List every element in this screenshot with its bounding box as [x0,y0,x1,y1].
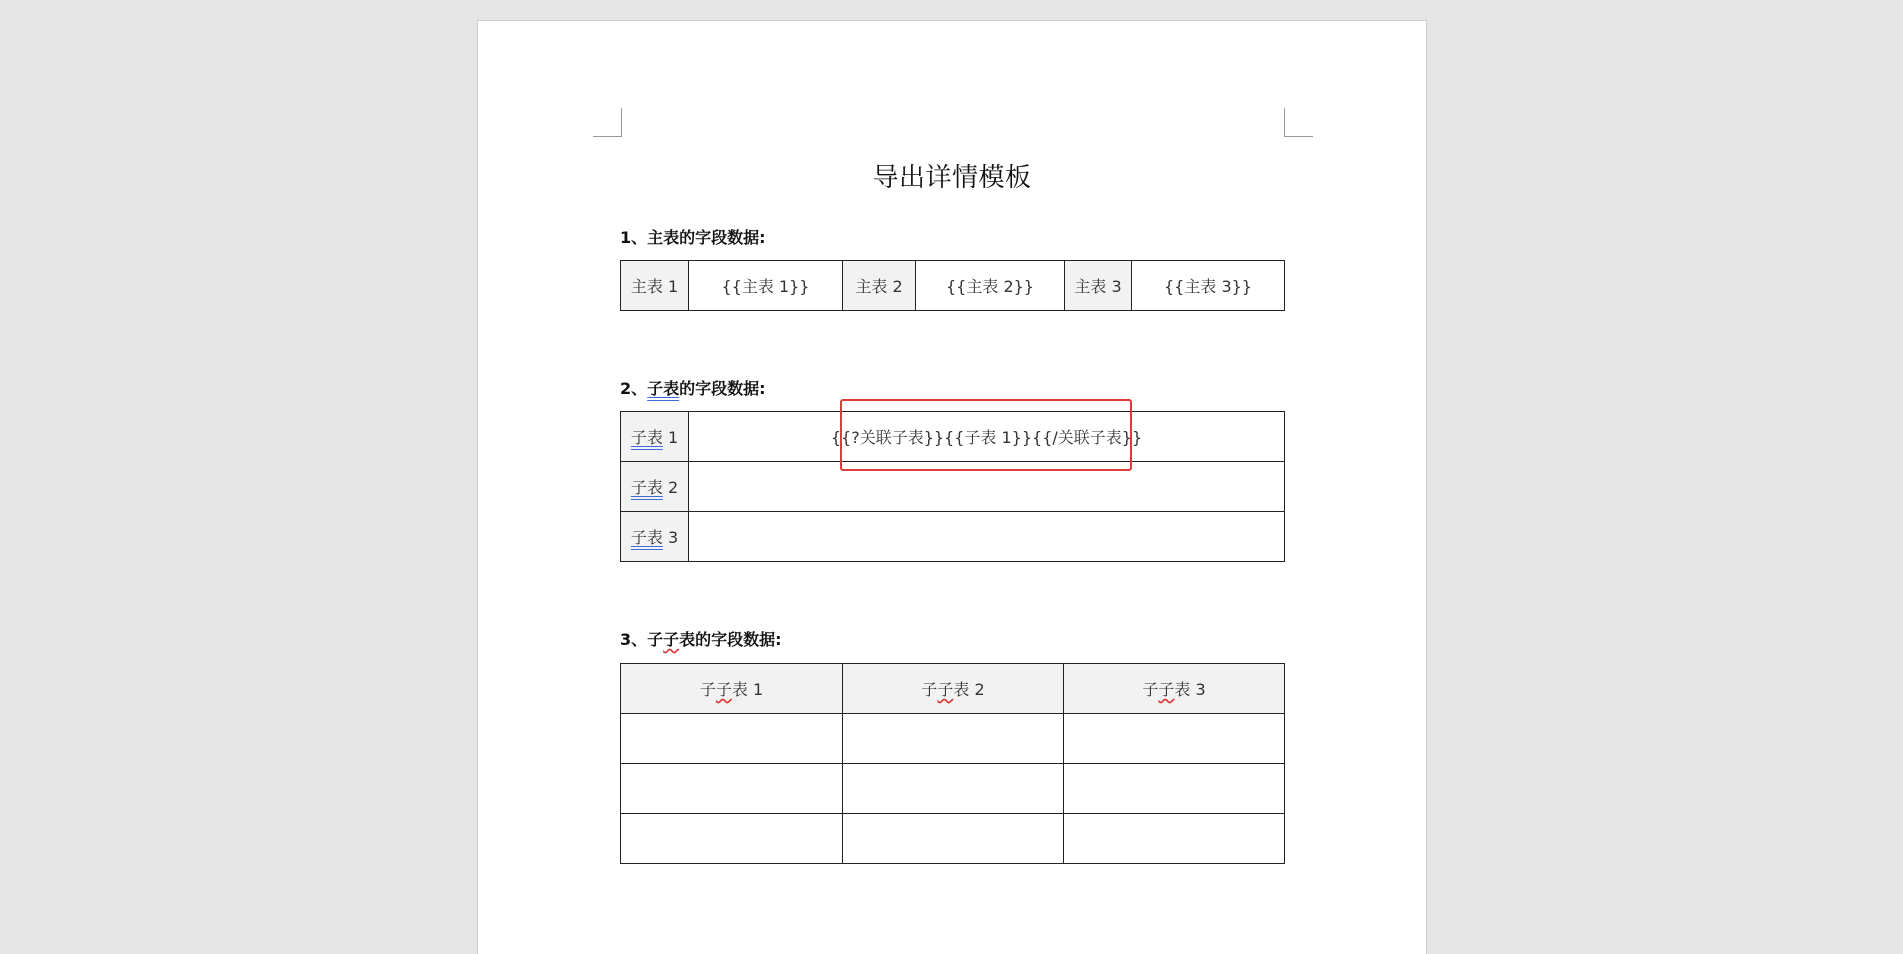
subsub-header-cell-2[interactable] [843,664,1064,714]
section-heading-start: 子 [647,630,664,649]
sub-label-cell-3[interactable] [621,512,689,562]
section-heading-subsub-table[interactable] [620,627,782,650]
document-title[interactable]: 导出详情模板 [872,163,1032,193]
header-underlined: 子 [937,680,954,699]
sub-label-underlined: 子表 [630,478,663,497]
header-start: 子 [1142,680,1159,699]
main-label-cell-2[interactable]: 主表 2 [843,261,916,311]
subsub-header-cell-1[interactable] [621,664,843,714]
section-heading-text: 主表的字段数据: [647,228,766,247]
subsub-cell[interactable] [1064,714,1285,764]
table-row [621,714,1285,764]
header-start: 子 [921,680,938,699]
table-row [621,512,1285,562]
sub-table[interactable] [620,411,1285,562]
header-start: 子 [699,680,716,699]
section-heading-text: 的字段数据: [679,379,766,398]
section-heading-text: 表的字段数据: [679,630,782,649]
header-rest: 表 2 [953,680,985,699]
subsub-table[interactable] [620,663,1285,864]
sub-label-underlined: 子表 [630,428,663,447]
section-number: 3、 [620,630,648,649]
header-underlined: 子 [715,680,732,699]
sub-value-cell-1[interactable]: {{?关联子表}}{{子表 1}}{{/关联子表}} [689,412,1285,462]
sub-label-number: 2 [667,478,679,497]
section-heading-main-table[interactable] [620,225,766,248]
main-value-cell-3[interactable]: {{主表 3}} [1132,261,1285,311]
sub-value-cell-2[interactable] [689,462,1285,512]
subsub-cell[interactable] [843,814,1064,864]
section-heading-underlined: 子表 [647,379,680,398]
subsub-cell[interactable] [1064,814,1285,864]
subsub-cell[interactable] [621,814,843,864]
main-table[interactable] [620,260,1285,311]
table-row [621,261,1285,311]
main-value-cell-2[interactable]: {{主表 2}} [916,261,1065,311]
sub-value-cell-3[interactable] [689,512,1285,562]
crop-mark-top-left [593,108,622,137]
sub-label-number: 1 [667,428,679,447]
table-row [621,412,1285,462]
section-number: 1、 [620,228,648,247]
subsub-cell[interactable] [843,714,1064,764]
table-row [621,462,1285,512]
sub-label-cell-2[interactable] [621,462,689,512]
sub-label-number: 3 [667,528,679,547]
crop-mark-top-right [1284,108,1313,137]
main-label-cell-1[interactable]: 主表 1 [621,261,689,311]
subsub-cell[interactable] [843,764,1064,814]
table-header-row [621,664,1285,714]
section-heading-underlined: 子 [663,630,680,649]
table-row [621,764,1285,814]
section-heading-sub-table[interactable] [620,376,766,399]
subsub-cell[interactable] [1064,764,1285,814]
header-rest: 表 3 [1174,680,1206,699]
subsub-cell[interactable] [621,714,843,764]
table-row [621,814,1285,864]
subsub-cell[interactable] [621,764,843,814]
sub-label-underlined: 子表 [630,528,663,547]
section-number: 2、 [620,379,648,398]
main-label-cell-3[interactable]: 主表 3 [1065,261,1132,311]
subsub-header-cell-3[interactable] [1064,664,1285,714]
main-value-cell-1[interactable]: {{主表 1}} [689,261,843,311]
document-page[interactable] [477,20,1427,954]
header-underlined: 子 [1158,680,1175,699]
sub-label-cell-1[interactable] [621,412,689,462]
header-rest: 表 1 [731,680,764,699]
